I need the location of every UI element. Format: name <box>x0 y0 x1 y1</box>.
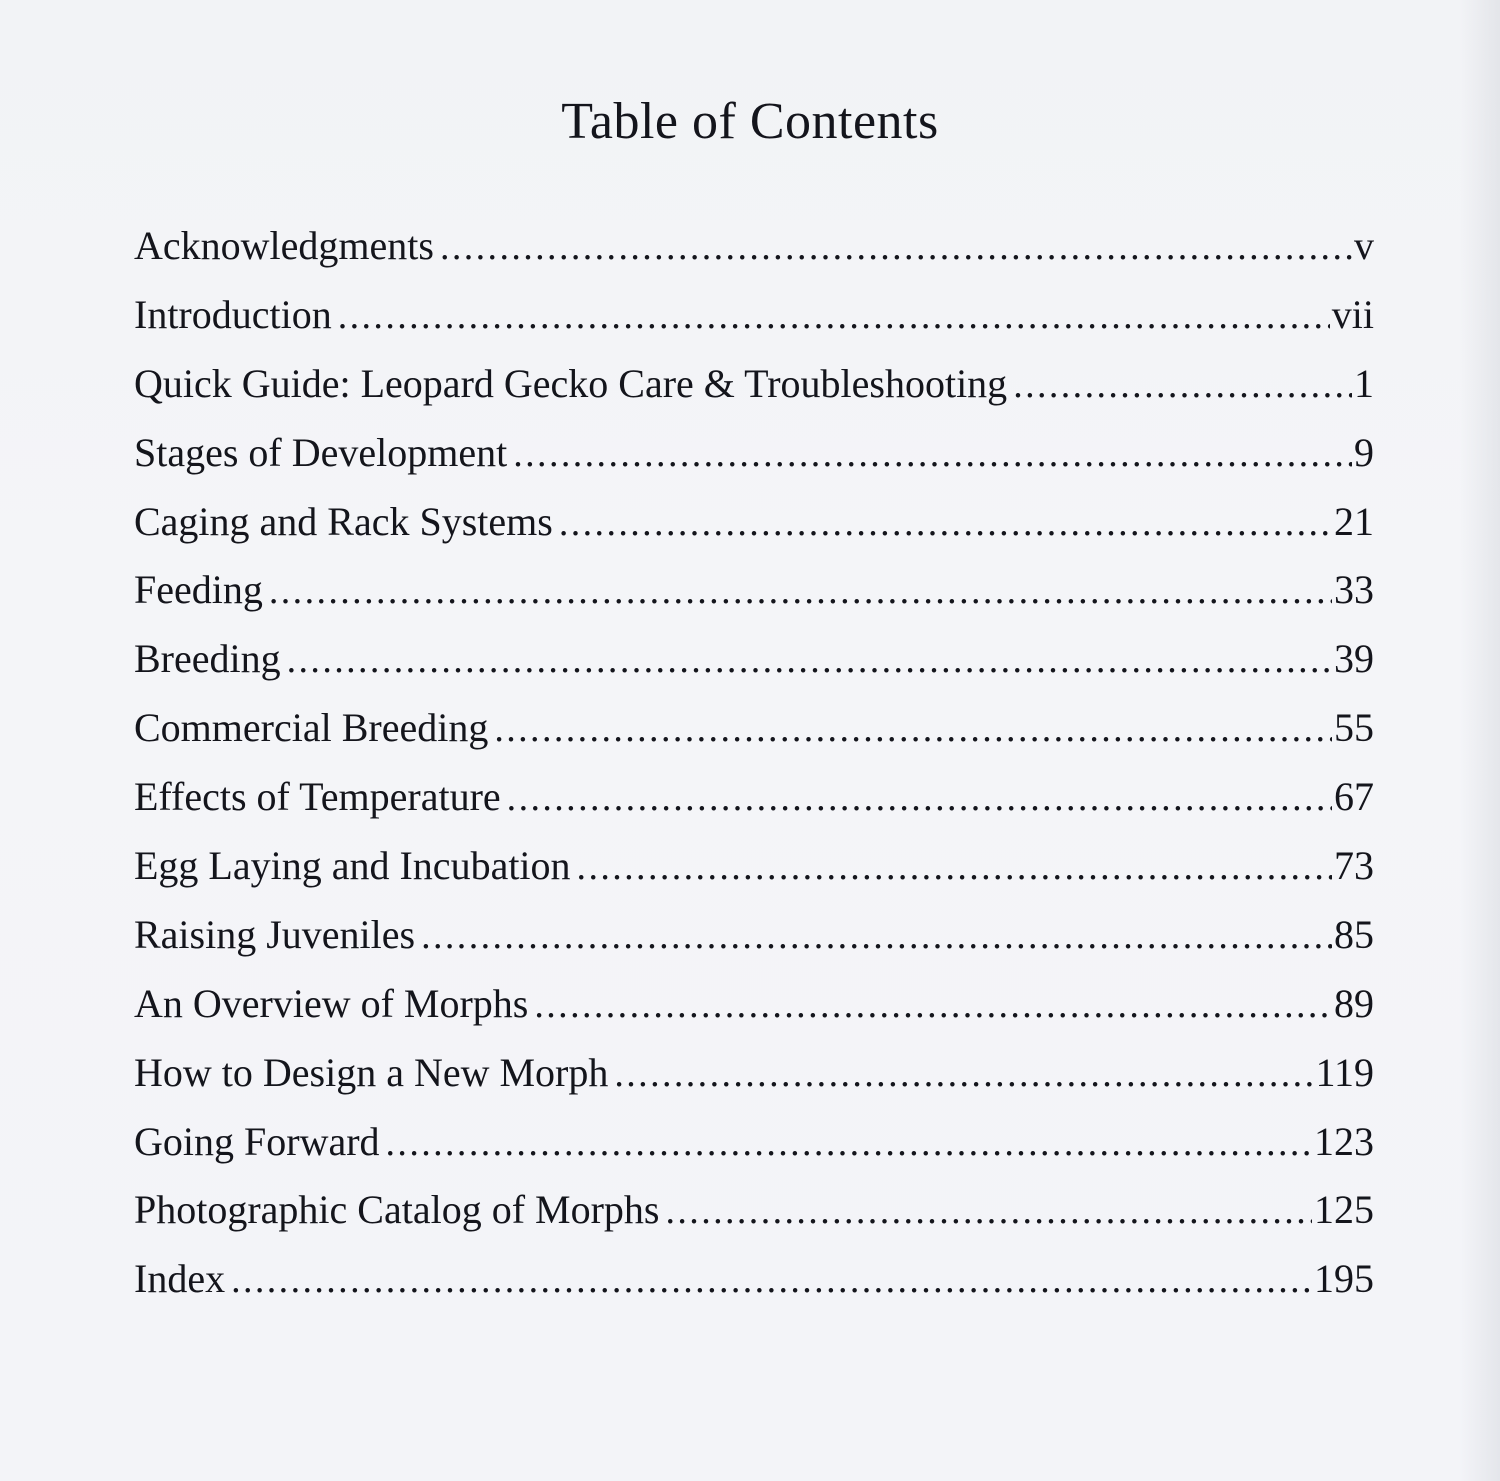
toc-entry-page: 1 <box>1354 360 1374 406</box>
toc-entry-index[interactable] <box>134 1255 1374 1324</box>
toc-entry-title: Feeding <box>134 567 263 613</box>
dot-leader <box>269 569 1332 613</box>
toc-entry-page: 9 <box>1354 429 1374 475</box>
dot-leader <box>494 707 1332 751</box>
toc-entry-overview-of-morphs[interactable] <box>134 980 1374 1049</box>
page-title: Table of Contents <box>561 93 939 150</box>
toc-entry-design-new-morph[interactable] <box>134 1049 1374 1118</box>
toc-entry-raising-juveniles[interactable] <box>134 911 1374 980</box>
toc-entry-photographic-catalog[interactable] <box>134 1186 1374 1255</box>
toc-entry-page: 73 <box>1334 843 1374 889</box>
dot-leader <box>1013 363 1352 407</box>
toc-entry-going-forward[interactable] <box>134 1118 1374 1187</box>
toc-entry-quick-guide[interactable] <box>134 360 1374 429</box>
toc-entry-title: Breeding <box>134 636 281 682</box>
toc-entry-title: Photographic Catalog of Morphs <box>134 1187 660 1233</box>
toc-entry-page: vii <box>1331 291 1374 337</box>
toc-entry-title: Commercial Breeding <box>134 705 489 751</box>
page-edge-shadow <box>1460 0 1500 1481</box>
toc-entry-page: 55 <box>1334 705 1374 751</box>
toc-entry-page: 125 <box>1314 1187 1374 1233</box>
toc-entry-title: Quick Guide: Leopard Gecko Care & Troubleshooting <box>134 360 1008 406</box>
toc-entry-page: 39 <box>1334 636 1374 682</box>
toc-entry-title: An Overview of Morphs <box>134 980 529 1026</box>
toc-entry-breeding[interactable] <box>134 635 1374 704</box>
toc-entry-title: Effects of Temperature <box>134 774 501 820</box>
toc-entry-page: 195 <box>1314 1256 1374 1302</box>
dot-leader <box>287 638 1332 682</box>
toc-entry-feeding[interactable] <box>134 566 1374 635</box>
dot-leader <box>577 845 1332 889</box>
toc-entry-egg-laying-and-incubation[interactable] <box>134 842 1374 911</box>
toc-entry-commercial-breeding[interactable] <box>134 704 1374 773</box>
toc-entry-effects-of-temperature[interactable] <box>134 773 1374 842</box>
dot-leader <box>440 225 1352 269</box>
dot-leader <box>614 1052 1313 1096</box>
toc-entry-page: 33 <box>1334 567 1374 613</box>
toc-entry-page: 67 <box>1334 774 1374 820</box>
toc-entry-title: Going Forward <box>134 1118 380 1164</box>
toc-entry-page: v <box>1354 223 1374 268</box>
dot-leader <box>231 1258 1312 1302</box>
toc-entry-page: 89 <box>1334 980 1374 1026</box>
dot-leader <box>507 776 1332 820</box>
toc-entry-stages-of-development[interactable] <box>134 429 1374 498</box>
dot-leader <box>666 1189 1313 1233</box>
toc-entry-title: Stages of Development <box>134 429 508 475</box>
toc-entry-title: Acknowledgments <box>134 223 434 268</box>
toc-entry-page: 123 <box>1314 1118 1374 1164</box>
dot-leader <box>559 501 1332 545</box>
toc-entry-introduction[interactable] <box>134 291 1374 360</box>
toc-entry-caging-and-rack-systems[interactable] <box>134 498 1374 567</box>
dot-leader <box>338 294 1330 338</box>
toc-entry-page: 21 <box>1334 498 1374 544</box>
dot-leader <box>534 983 1332 1027</box>
dot-leader <box>421 914 1332 958</box>
toc-entry-title: Raising Juveniles <box>134 911 416 957</box>
toc-entry-title: Caging and Rack Systems <box>134 498 553 544</box>
dot-leader <box>513 432 1352 476</box>
toc-entry-page: 85 <box>1334 911 1374 957</box>
toc-entry-title: Introduction <box>134 291 332 337</box>
toc-entry-title: How to Design a New Morph <box>134 1049 609 1095</box>
table-of-contents <box>134 222 1374 1324</box>
toc-entry-title: Index <box>134 1256 226 1302</box>
toc-entry-page: 119 <box>1315 1049 1374 1095</box>
toc-entry-title: Egg Laying and Incubation <box>134 843 571 889</box>
toc-entry-acknowledgments[interactable] <box>134 222 1374 291</box>
dot-leader <box>386 1121 1312 1165</box>
